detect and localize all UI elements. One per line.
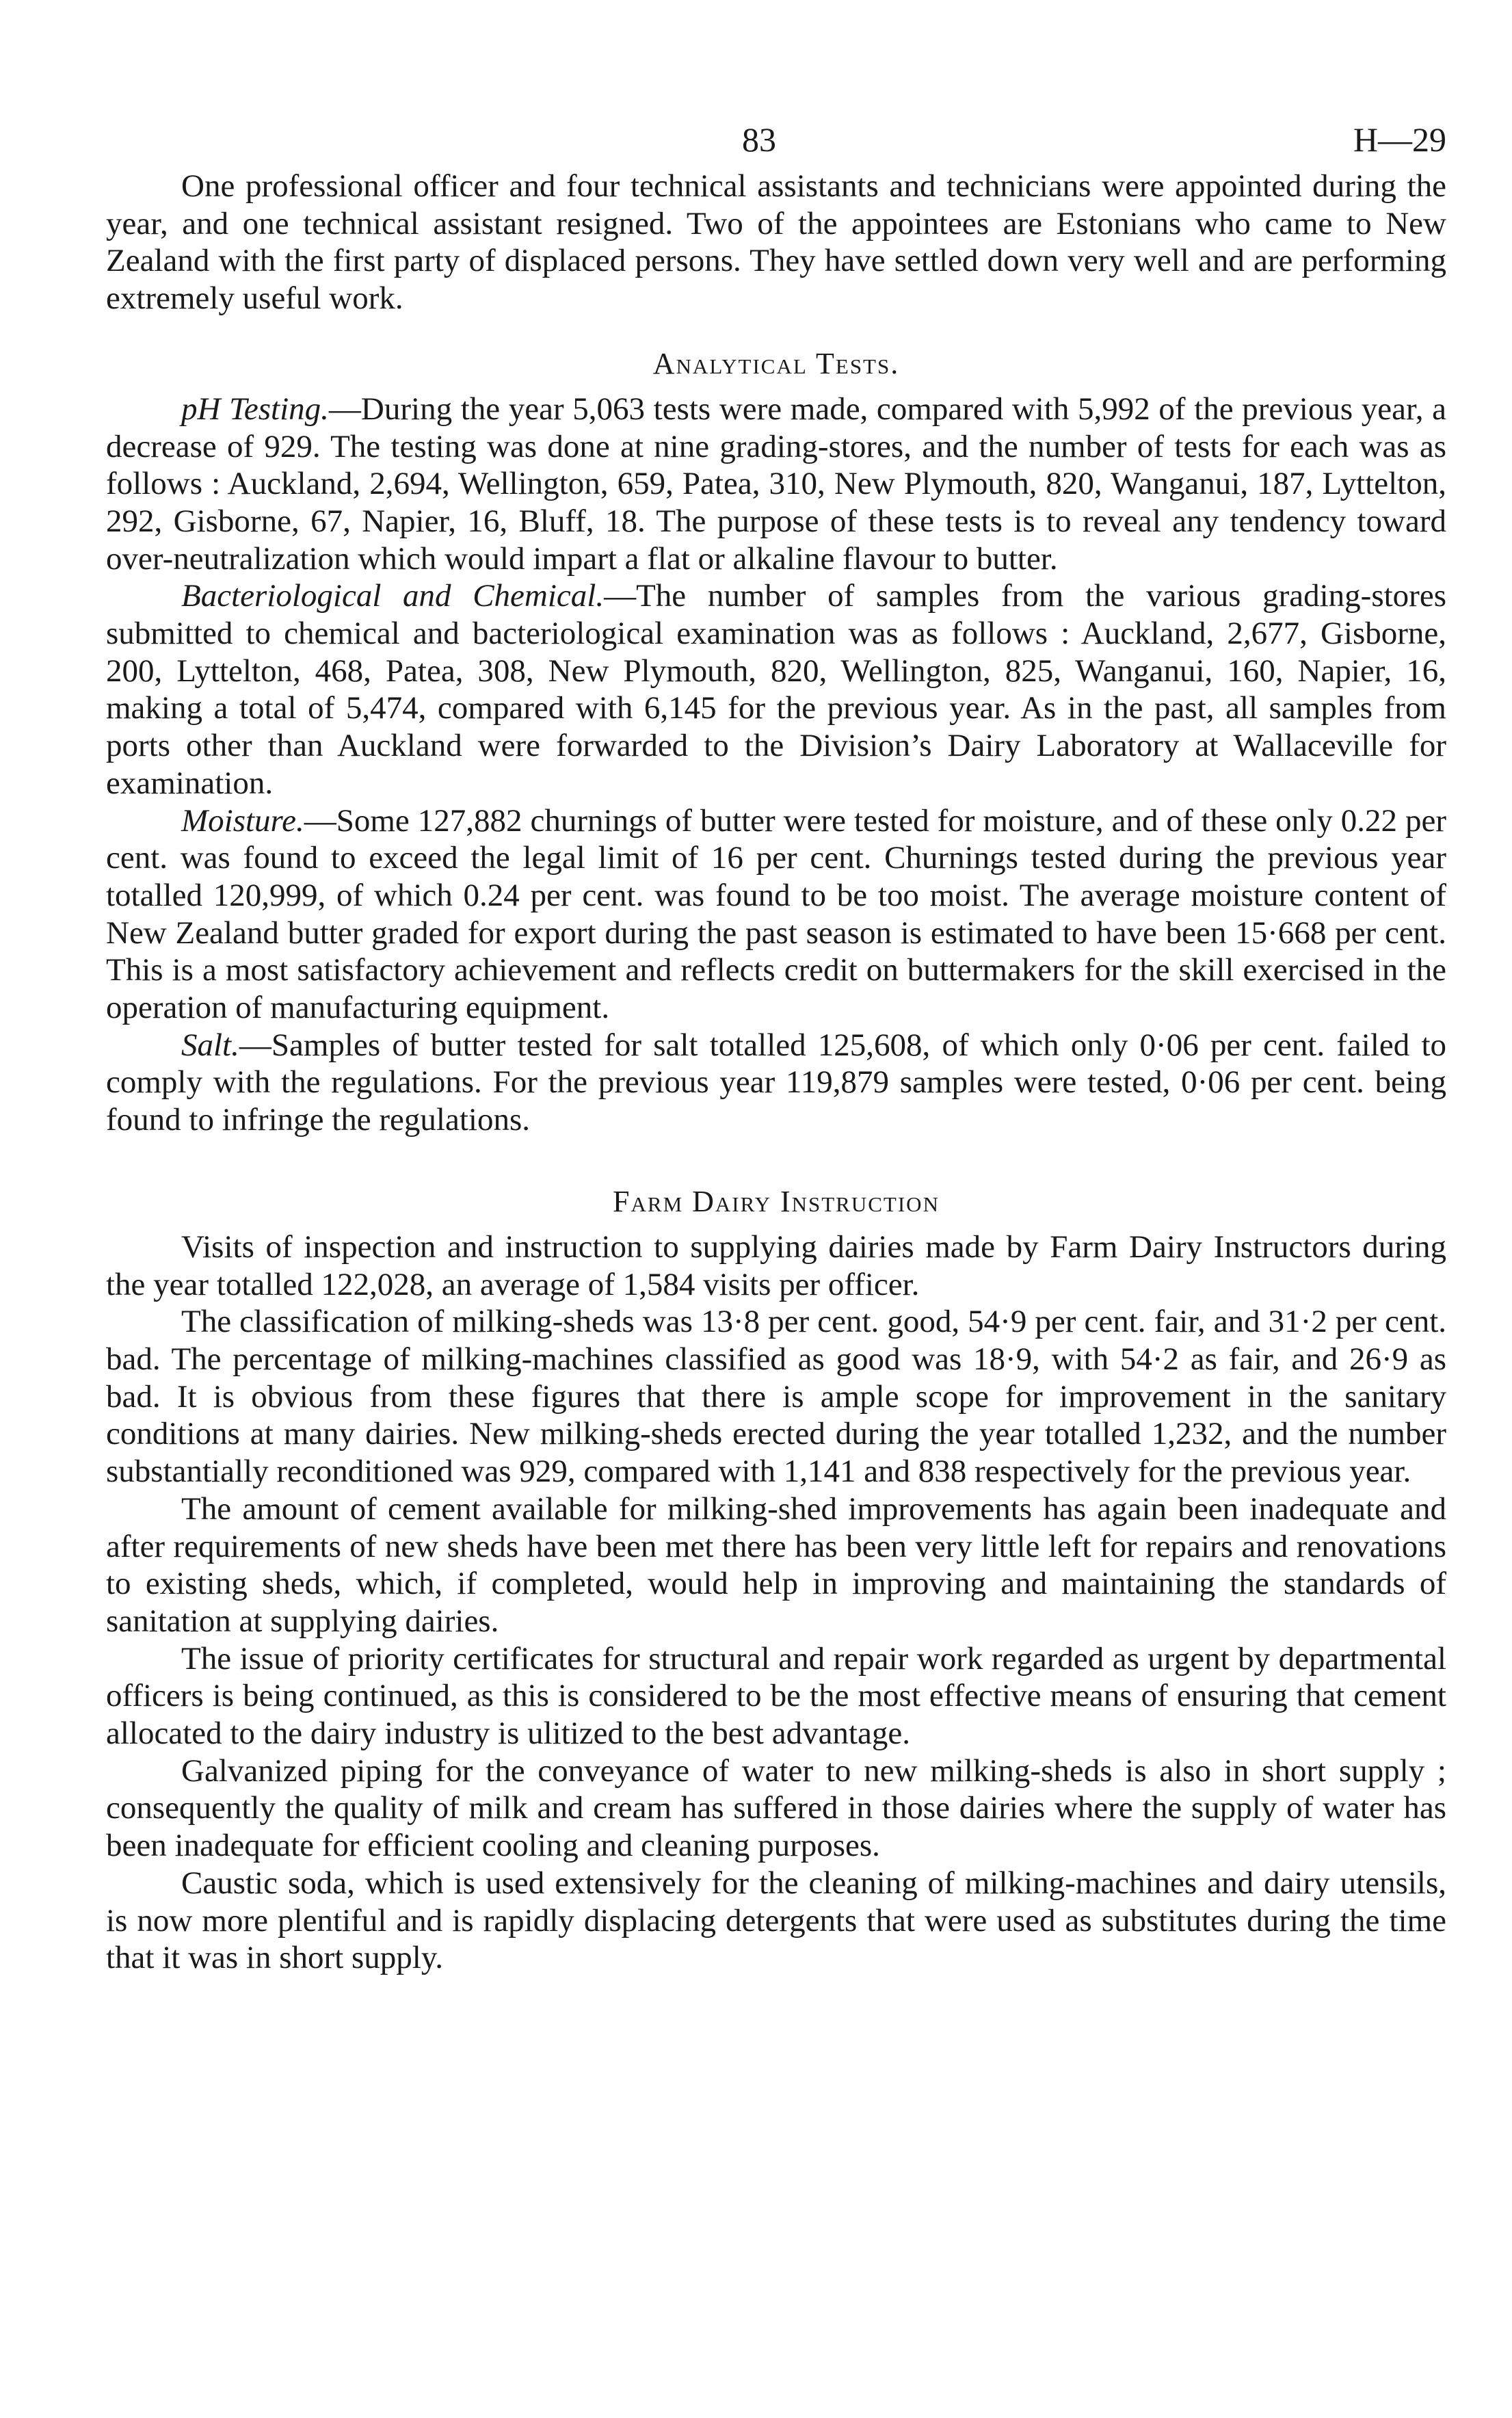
farm-dairy-paragraph: The issue of priority certificates for structural and repair work regarded as urgent by departmental officers is being continued, as this is considered to be the most effective means of ensuring that cement allocated to the dairy industry is ulitized to the best advantage. xyxy=(106,1640,1446,1752)
page-header xyxy=(106,120,1446,168)
bacteriological-paragraph xyxy=(106,577,1446,802)
section-heading-farm-dairy-instruction: Farm Dairy Instruction xyxy=(613,1184,940,1218)
salt-text: —Samples of butter tested for salt totalled 125,608, of which only 0·06 per cent. failed to comply with the regulations. For the previous year 119,879 samples were tested, 0·06 per cent. being found to infringe the regulations. xyxy=(106,1027,1446,1138)
moisture-title: Moisture. xyxy=(181,802,304,839)
document-page xyxy=(106,120,1446,1977)
farm-dairy-paragraph: Galvanized piping for the conveyance of water to new milking-sheds is also in short supply ; consequently the quality of milk and cream has suffered in those dairies where the supply of water has been inadequate for efficient cooling and cleaning purposes. xyxy=(106,1752,1446,1864)
salt-title: Salt. xyxy=(181,1027,239,1063)
ph-testing-title: pH Testing. xyxy=(181,391,329,427)
moisture-paragraph xyxy=(106,802,1446,1027)
farm-dairy-paragraph: Visits of inspection and instruction to supplying dairies made by Farm Dairy Instructors during the year totalled 122,028, an average of 1,584 visits per officer. xyxy=(106,1228,1446,1302)
salt-paragraph xyxy=(106,1027,1446,1139)
moisture-text: —Some 127,882 churnings of butter were tested for moisture, and of these only 0.22 per cent. was found to exceed the legal limit of 16 per cent. Churnings tested during the previous year totalled 120,999, of which 0.24 per cent. was found to be too moist. The average moisture content of New Zealand butter graded for export during the past season is estimated to have been 15·668 per cent. This is a most satisfactory achievement and reflects credit on buttermakers for the skill exercised in the operation of manufacturing equipment. xyxy=(106,802,1446,1026)
ph-testing-paragraph xyxy=(106,391,1446,578)
section-heading-analytical-tests: Analytical Tests. xyxy=(652,346,900,380)
document-reference: H—29 xyxy=(1353,120,1446,159)
bacteriological-title: Bacteriological and Chemical. xyxy=(181,578,605,614)
farm-dairy-paragraph: Caustic soda, which is used extensively for the cleaning of milking-machines and dairy utensils, is now more plentiful and is rapidly displacing detergents that were used as substitutes during the time that it was in short supply. xyxy=(106,1865,1446,1976)
bacteriological-text: —The number of samples from the various grading-stores submitted to chemical and bacteriological examination was as follows : Auckland, 2,677, Gisborne, 200, Lyttelton, 468, Patea, 308, New Plymouth, 820, Wellington, 825, Wanganui, 160, Napier, 16, making a total of 5,474, compared with 6,145 for the previous year. As in the past, all samples from ports other than Auckland were forwarded to the Division’s Dairy Laboratory at Wallaceville for examination. xyxy=(106,578,1446,801)
farm-dairy-paragraph: The classification of milking-sheds was 13·8 per cent. good, 54·9 per cent. fair, and 31·2 per cent. bad. The percentage of milking-machines classified as good was 18·9, with 54·2 as fair, and 26·9 as bad. It is obvious from these figures that there is ample scope for improvement in the sanitary conditions at many dairies. New milking-sheds erected during the year totalled 1,232, and the number substantially reconditioned was 929, compared with 1,141 and 838 respectively for the previous year. xyxy=(106,1304,1446,1490)
intro-paragraph: One professional officer and four technical assistants and technicians were appointed during the year, and one technical assistant resigned. Two of the appointees are Estonians who came to New Zealand with the first party of displaced persons. They have settled down very well and are performing extremely useful work. xyxy=(106,168,1446,317)
ph-testing-text: —During the year 5,063 tests were made, compared with 5,992 of the previous year, a decrease of 929. The testing was done at nine grading-stores, and the number of tests for each was as follows : Auckland, 2,694, Wellington, 659, Patea, 310, New Plymouth, 820, Wanganui, 187, Lyttelton, 292, Gisborne, 67, Napier, 16, Bluff, 18. The purpose of these tests is to reveal any tendency toward over-neutralization which would impart a flat or alkaline flavour to butter. xyxy=(106,391,1446,577)
farm-dairy-paragraph: The amount of cement available for milking-shed improvements has again been inadequate and after requirements of new sheds have been met there has been very little left for repairs and renovations to existing sheds, which, if completed, would help in improving and maintaining the standards of sanitation at supplying dairies. xyxy=(106,1490,1446,1639)
page-number: 83 xyxy=(742,120,776,159)
